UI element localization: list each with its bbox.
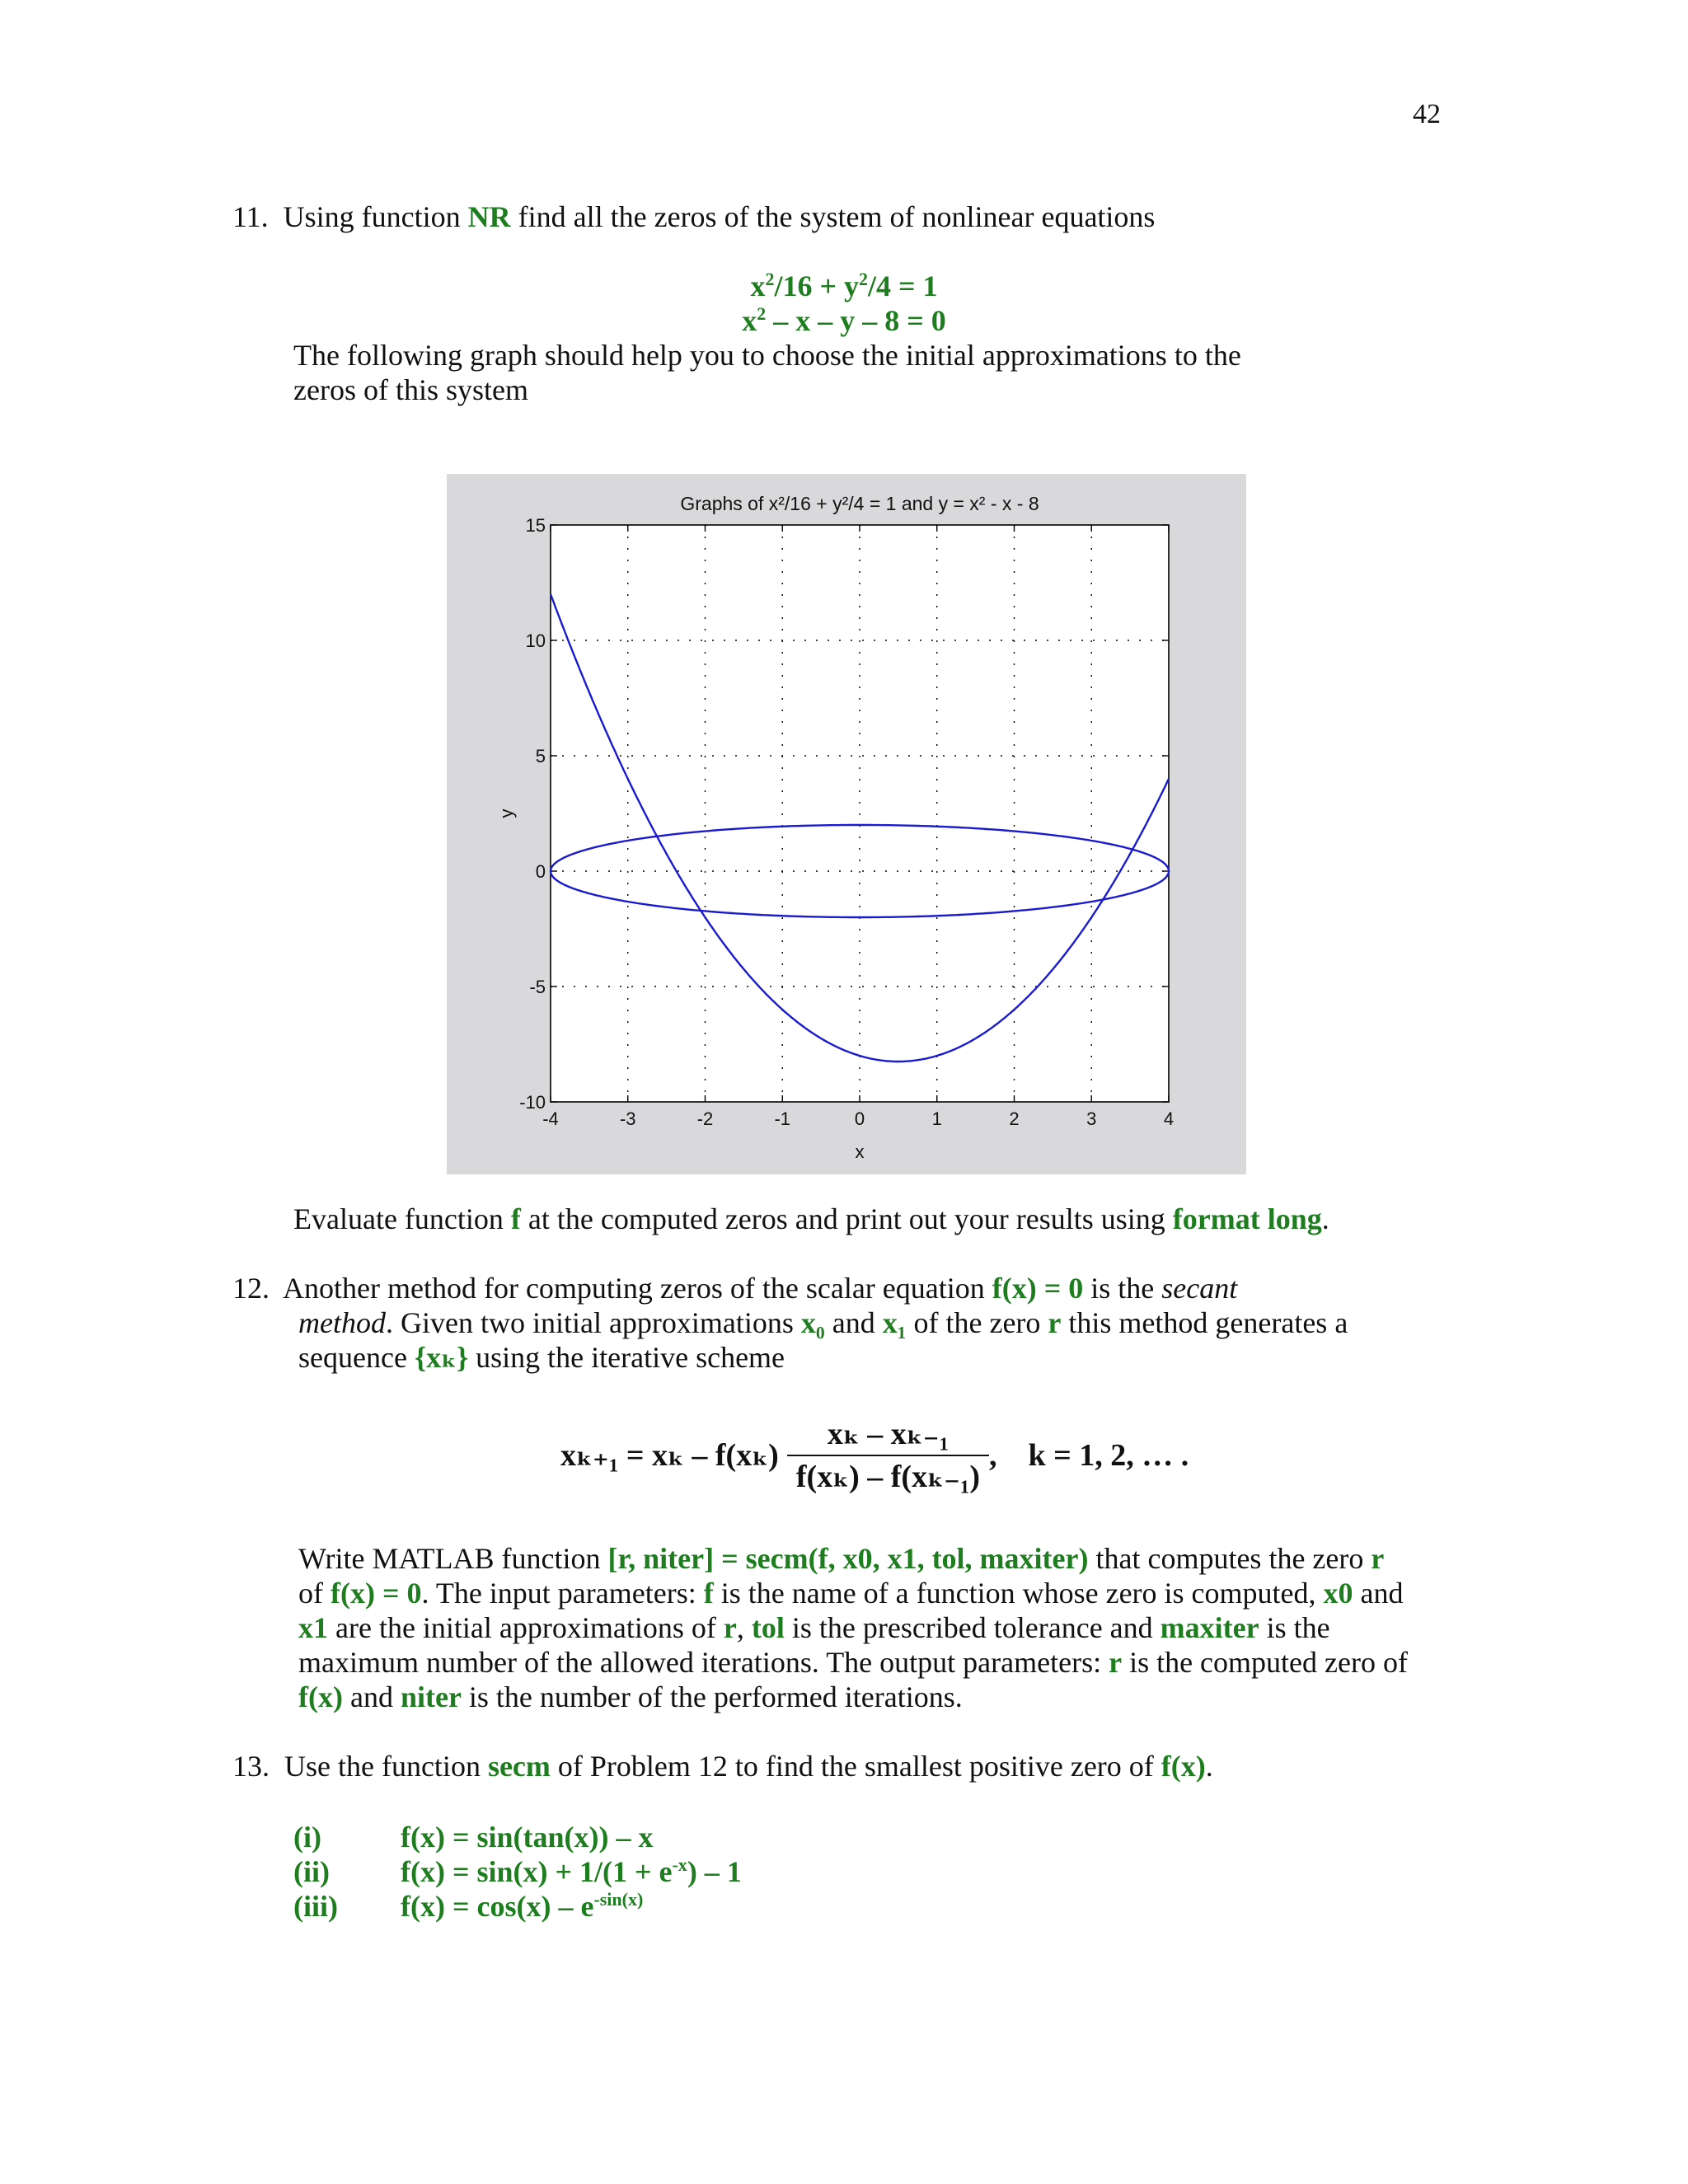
text: is the prescribed tolerance and xyxy=(791,1611,1153,1644)
secant-formula xyxy=(560,1413,1467,1512)
problem-12-line-1 xyxy=(232,1271,1469,1305)
equation-ellipse: $x^2/16 + y^2/4 = 1$ xyxy=(750,269,938,302)
text: Use the function xyxy=(284,1750,481,1783)
italic-secant: secant xyxy=(1161,1272,1238,1305)
function-name: secm xyxy=(487,1750,551,1783)
r: r xyxy=(1371,1542,1385,1575)
r: r xyxy=(723,1611,737,1644)
zero-r: r xyxy=(1048,1306,1062,1339)
text: sequence xyxy=(298,1341,407,1374)
text: . Given two initial approximations xyxy=(385,1306,794,1339)
text: is the computed zero of xyxy=(1129,1646,1408,1679)
x-tick-label: -2 xyxy=(696,1108,714,1129)
y-tick-label: 15 xyxy=(525,515,546,536)
fraction-denominator: f(xₖ) – f(xₖ₋₁) xyxy=(795,1460,981,1494)
x-tick-label: 3 xyxy=(1086,1108,1097,1129)
text: are the initial approximations of xyxy=(335,1611,716,1644)
y-tick-label: 0 xyxy=(535,861,546,882)
list-item xyxy=(293,1820,1447,1854)
x0: x0 xyxy=(1323,1577,1353,1610)
problem-12-line-3 xyxy=(298,1340,1535,1375)
list-label: (iii) xyxy=(293,1890,338,1923)
x-tick-label: -4 xyxy=(542,1108,559,1129)
x-tick-label: 1 xyxy=(931,1108,942,1129)
text: maximum number of the allowed iterations. The output parameters: xyxy=(298,1646,1102,1679)
period: . xyxy=(1321,1202,1329,1235)
maxiter: maxiter xyxy=(1160,1611,1259,1644)
r: r xyxy=(1109,1646,1123,1679)
text: is the number of the performed iterations. xyxy=(468,1680,963,1713)
format-long: format long xyxy=(1172,1202,1322,1235)
text: Evaluate function xyxy=(293,1202,504,1235)
equation: f(x) = 0 xyxy=(331,1577,422,1610)
chart xyxy=(447,474,1246,1174)
hint-line-2: zeros of this system xyxy=(293,373,528,406)
list-expr: f(x) = cos(x) – e xyxy=(401,1890,594,1923)
text: at the computed zeros and print out your results using xyxy=(528,1202,1165,1235)
text: and xyxy=(349,1680,393,1713)
text: . The input parameters: xyxy=(421,1577,696,1610)
f: f xyxy=(703,1577,714,1610)
text: is the xyxy=(1090,1272,1155,1305)
sequence: {xₖ} xyxy=(414,1341,469,1374)
list-item xyxy=(293,1889,1447,1924)
niter: niter xyxy=(400,1680,462,1713)
x-tick-label: -1 xyxy=(774,1108,791,1129)
text: , xyxy=(736,1611,744,1644)
list-label: (ii) xyxy=(293,1855,330,1888)
problem-12-line-6 xyxy=(298,1610,1535,1645)
formula-rhs: , k = 1, 2, … . xyxy=(989,1438,1189,1473)
list-sup: -sin(x) xyxy=(593,1889,644,1910)
list-expr: f(x) = sin(x) + 1/(1 + e xyxy=(401,1855,673,1888)
text: of Problem 12 to find the smallest positive zero of xyxy=(557,1750,1154,1783)
chart-title: Graphs of x²/16 + y²/4 = 1 and y = x² - x - 8 xyxy=(680,493,1039,514)
x1: x₁ xyxy=(882,1306,907,1339)
text: find all the zeros of the system of nonlinear equations xyxy=(518,200,1156,233)
hint-line-1: The following graph should help you to choose the initial approximations to the xyxy=(293,339,1241,372)
x-tick-label: 4 xyxy=(1163,1108,1175,1129)
x-tick-label: -3 xyxy=(619,1108,636,1129)
list-item xyxy=(293,1854,1447,1889)
function-name: NR xyxy=(467,200,511,233)
list-expr: f(x) = sin(tan(x)) – x xyxy=(401,1821,654,1854)
x-axis-label: x xyxy=(855,1141,865,1162)
list-tail: ) – 1 xyxy=(687,1855,742,1888)
y-tick-label: -5 xyxy=(529,977,546,997)
problem-12-line-2 xyxy=(298,1305,1535,1340)
problem-number: 12. xyxy=(232,1272,270,1305)
problem-number: 13. xyxy=(232,1750,270,1783)
text: of the zero xyxy=(913,1306,1041,1339)
x-tick-label: 0 xyxy=(854,1108,865,1129)
y-tick-label: -10 xyxy=(519,1092,546,1113)
problem-12-line-8 xyxy=(298,1680,1535,1714)
x1: x1 xyxy=(298,1611,328,1644)
fx: f(x) xyxy=(298,1680,343,1713)
tol: tol xyxy=(751,1611,785,1644)
period: . xyxy=(1205,1750,1213,1783)
y-axis-label: y xyxy=(496,808,517,818)
italic-method: method xyxy=(298,1306,386,1339)
text: and xyxy=(832,1306,875,1339)
problem-11-statement xyxy=(232,199,1469,234)
problem-12-line-7 xyxy=(298,1645,1535,1680)
equation-parabola: $x^2 - x - y - 8 = 0$ xyxy=(742,303,946,337)
function-f: f xyxy=(510,1202,521,1235)
text: of xyxy=(298,1577,323,1610)
x0: x₀ xyxy=(800,1306,825,1339)
y-tick-label: 5 xyxy=(535,746,546,766)
fraction-numerator: xₖ – xₖ₋₁ xyxy=(827,1417,950,1451)
text: Using function xyxy=(283,200,461,233)
fx: f(x) xyxy=(1160,1750,1206,1783)
text: Another method for computing zeros of the scalar equation xyxy=(283,1272,985,1305)
list-sup: -x xyxy=(672,1854,687,1875)
text: is the name of a function whose zero is computed, xyxy=(720,1577,1316,1610)
text: this method generates a xyxy=(1068,1306,1348,1339)
problem-number: 11. xyxy=(232,200,269,233)
problem-12-line-5 xyxy=(298,1576,1535,1610)
function-signature: [r, niter] = secm(f, x0, x1, tol, maxiter) xyxy=(607,1542,1089,1575)
text: and xyxy=(1360,1577,1404,1610)
formula-fraction xyxy=(787,1413,989,1497)
figure xyxy=(447,474,1246,1174)
problem-12-line-4 xyxy=(298,1541,1535,1576)
text: that computes the zero xyxy=(1095,1542,1364,1575)
list-label: (i) xyxy=(293,1821,321,1854)
text: using the iterative scheme xyxy=(476,1341,785,1374)
evaluate-instruction xyxy=(293,1202,1530,1236)
problem-13-statement xyxy=(232,1749,1469,1783)
formula-lhs: xₖ₊₁ = xₖ – f(xₖ) xyxy=(560,1438,779,1473)
text: is the xyxy=(1266,1611,1330,1644)
text: Write MATLAB function xyxy=(298,1542,601,1575)
y-tick-label: 10 xyxy=(525,630,546,651)
page-number: 42 xyxy=(1413,99,1441,129)
x-tick-label: 2 xyxy=(1009,1108,1020,1129)
equation: f(x) = 0 xyxy=(992,1272,1084,1305)
